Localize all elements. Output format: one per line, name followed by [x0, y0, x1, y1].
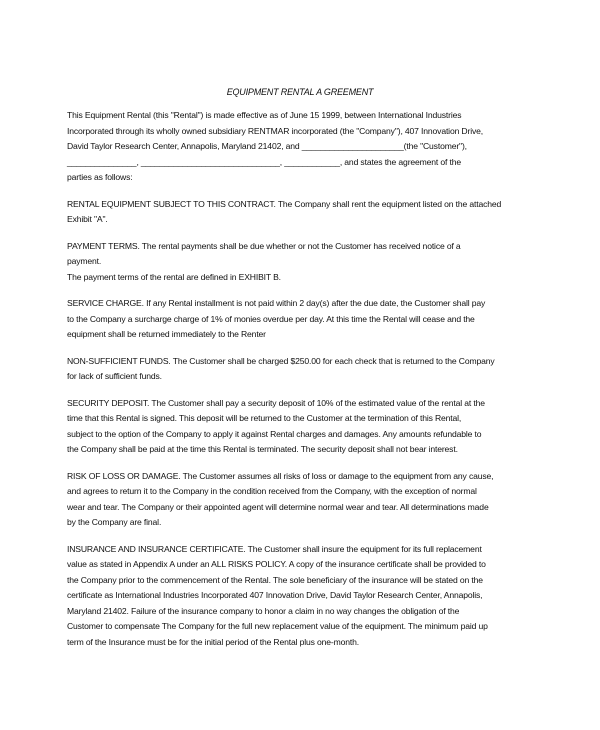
text-line: The payment terms of the rental are defined in EXHIBIT B.	[67, 271, 281, 282]
text-line: PAYMENT TERMS. The rental payments shall be due whether or not the Customer has received notice of a	[67, 240, 461, 251]
text-line: Exhibit "A".	[67, 214, 108, 224]
text-line: to the Company a surcharge charge of 1% of monies overdue per day. At this time the Rental will cease and the	[67, 313, 475, 324]
document-body	[67, 108, 537, 661]
text-line: payment.	[67, 256, 102, 266]
text-line: SERVICE CHARGE. If any Rental installment is not paid within 2 day(s) after the due date, the Customer shall pay	[67, 298, 486, 308]
text-line: NON-SUFFICIENT FUNDS. The Customer shall be charged $250.00 for each check that is returned to the Company	[67, 355, 495, 366]
rental-equipment-paragraph	[67, 197, 537, 228]
text-line: the Company prior to the commencement of the Rental. The sole beneficiary of the insurance will be stated on the	[67, 574, 483, 585]
risk-of-loss-paragraph	[67, 469, 537, 531]
text-line: equipment shall be returned immediately to the Renter	[67, 329, 266, 339]
security-deposit-paragraph	[67, 396, 537, 458]
text-line: the Company shall be paid at the time this Rental is terminated. The security deposit shall not bear interest.	[67, 444, 458, 454]
text-line: by the Company are final.	[67, 517, 162, 527]
text-line: and agrees to return it to the Company in the condition received from the Company, with the exception of normal	[67, 486, 477, 496]
text-line: David Taylor Research Center, Annapolis, Maryland 21402, and ______________________(the "Customer"),	[67, 141, 467, 151]
document-title: EQUIPMENT RENTAL A GREEMENT	[226, 87, 374, 97]
text-line: This Equipment Rental (this "Rental") is made effective as of June 15 1999, between International Industries	[67, 110, 462, 120]
text-line: certificate as International Industries Incorporated 407 Innovation Drive, David Taylor Research Center, Annapolis,	[67, 590, 483, 600]
text-line: _______________, ______________________________, ____________, and states the agreement of the	[67, 156, 462, 167]
text-line: subject to the option of the Company to apply it against Rental charges and damages. Any amounts refundable to	[67, 428, 482, 439]
text-line: INSURANCE AND INSURANCE CERTIFICATE. The Customer shall insure the equipment for its full replacement	[67, 543, 482, 554]
text-line: Maryland 21402. Failure of the insurance company to honor a claim in no way changes the obligation of the	[67, 605, 460, 616]
text-line: SECURITY DEPOSIT. The Customer shall pay a security deposit of 10% of the estimated value of the rental at the	[67, 397, 485, 408]
text-line: term of the Insurance must be for the initial period of the Rental plus one-month.	[67, 636, 359, 647]
insurance-paragraph	[67, 542, 537, 651]
text-line: wear and tear. The Company or their appointed agent will determine normal wear and tear. All determinations made	[67, 501, 489, 512]
text-line: for lack of sufficient funds.	[67, 371, 162, 381]
text-line: Incorporated through its wholly owned subsidiary RENTMAR incorporated (the "Company"), 407 Innovation Drive,	[67, 125, 483, 136]
text-line: value as stated in Appendix A under an ALL RISKS POLICY. A copy of the insurance certificate shall be provided to	[67, 559, 486, 569]
service-charge-paragraph	[67, 296, 537, 343]
intro-paragraph	[67, 108, 537, 186]
non-sufficient-funds-paragraph	[67, 354, 537, 385]
payment-terms-paragraph	[67, 239, 537, 286]
text-line: RISK OF LOSS OR DAMAGE. The Customer assumes all risks of loss or damage to the equipment from any cause,	[67, 470, 494, 481]
text-line: Customer to compensate The Company for the full new replacement value of the equipment. The minimum paid up	[67, 621, 488, 631]
text-line: RENTAL EQUIPMENT SUBJECT TO THIS CONTRACT. The Company shall rent the equipment listed on the attached	[67, 198, 502, 209]
text-line: parties as follows:	[67, 172, 133, 182]
text-line: time that this Rental is signed. This deposit will be returned to the Customer at the termination of this Rental,	[67, 413, 462, 423]
